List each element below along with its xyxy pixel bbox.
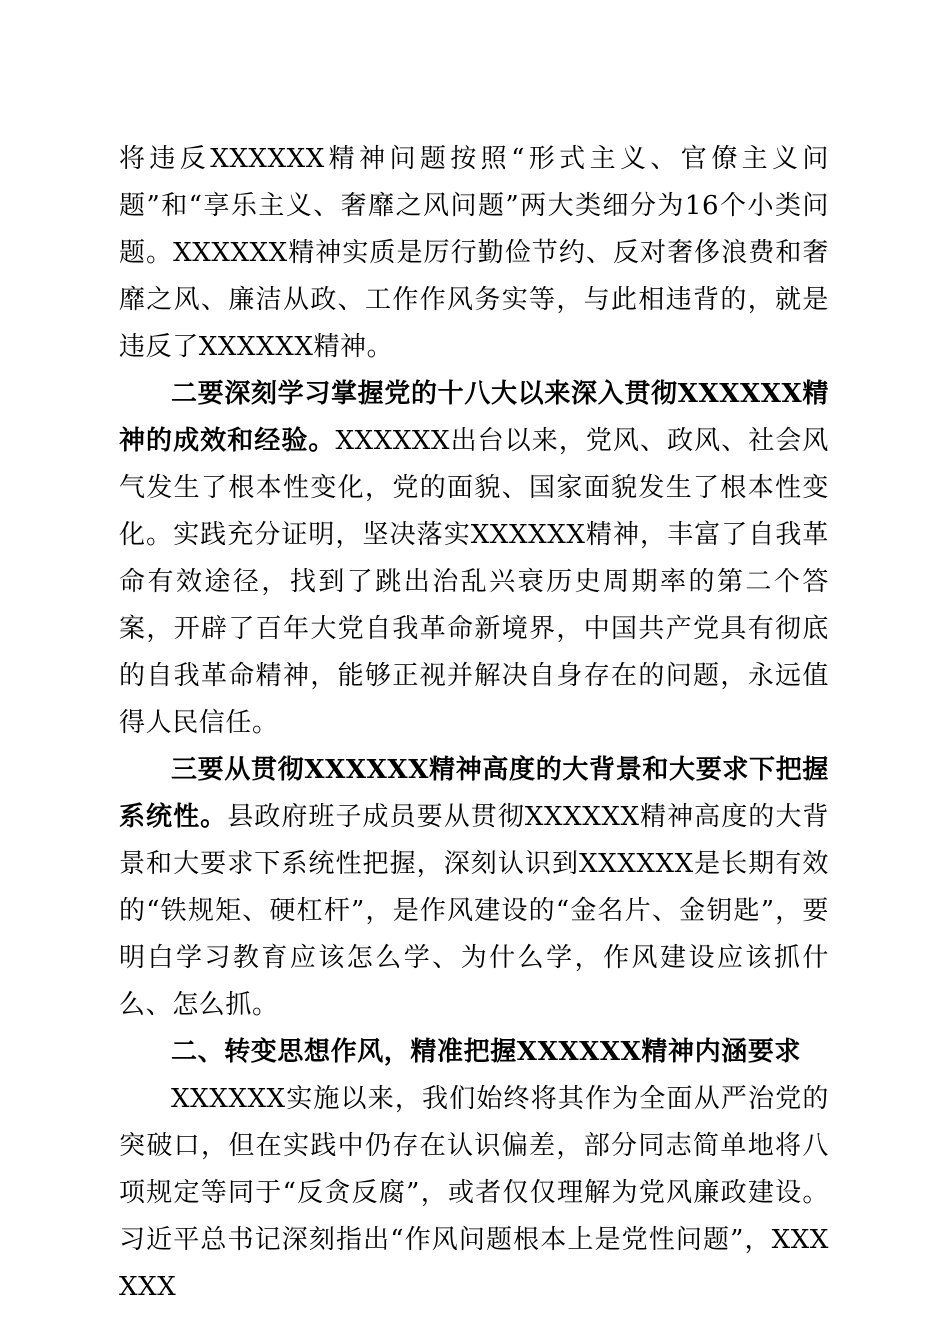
paragraph-lead-bold: 三要从贯彻XXXXXX精神高度的大背景和大要求下把握系统性。 — [119, 755, 829, 832]
paragraph-systematic-grasp — [119, 747, 829, 1029]
paragraph-body: XXXXXX出台以来，党风、政风、社会风气发生了根本性变化，党的面貌、国家面貌发生了根本性变化。实践充分证明，坚决落实XXXXXX精神，丰富了自我革命有效途径，找到了跳出治乱兴衰历史周期率的第二个答案，开辟了百年大党自我革命新境界，中国共产党具有彻底的自我革命精神，能够正视并解决自身存在的问题，永远值得人民信任。 — [119, 426, 829, 738]
paragraph-body: 县政府班子成员要从贯彻XXXXXX精神高度的大背景和大要求下系统性把握，深刻认识到XXXXXX是长期有效的“铁规矩、硬杠杆”，是作风建设的“金名片、金钥匙”，要明白学习教育应该怎么学、为什么学，作风建设应该抓什么、怎么抓。 — [119, 802, 829, 1020]
paragraph-effects-and-experience — [119, 371, 829, 747]
paragraph-lead-bold: 二要深刻学习掌握党的十八大以来深入贯彻XXXXXX精神的成效和经验。 — [119, 379, 829, 456]
paragraph-continuation: 将违反XXXXXX精神问题按照“形式主义、官僚主义问题”和“享乐主义、奢靡之风问题”两大类细分为16个小类问题。XXXXXX精神实质是厉行勤俭节约、反对奢侈浪费和奢靡之风、廉洁从政、工作作风务实等，与此相违背的，就是违反了XXXXXX精神。 — [119, 144, 829, 362]
document-page — [119, 136, 829, 1311]
paragraph-implementation: XXXXXX实施以来，我们始终将其作为全面从严治党的突破口，但在实践中仍存在认识偏差，部分同志简单地将八项规定等同于“反贪反腐”，或者仅仅理解为党风廉政建设。习近平总书记深刻指出“作风问题根本上是党性问题”，XXXXXX — [119, 1084, 829, 1302]
section-heading: 二、转变思想作风，精准把握XXXXXX精神内涵要求 — [171, 1037, 802, 1067]
